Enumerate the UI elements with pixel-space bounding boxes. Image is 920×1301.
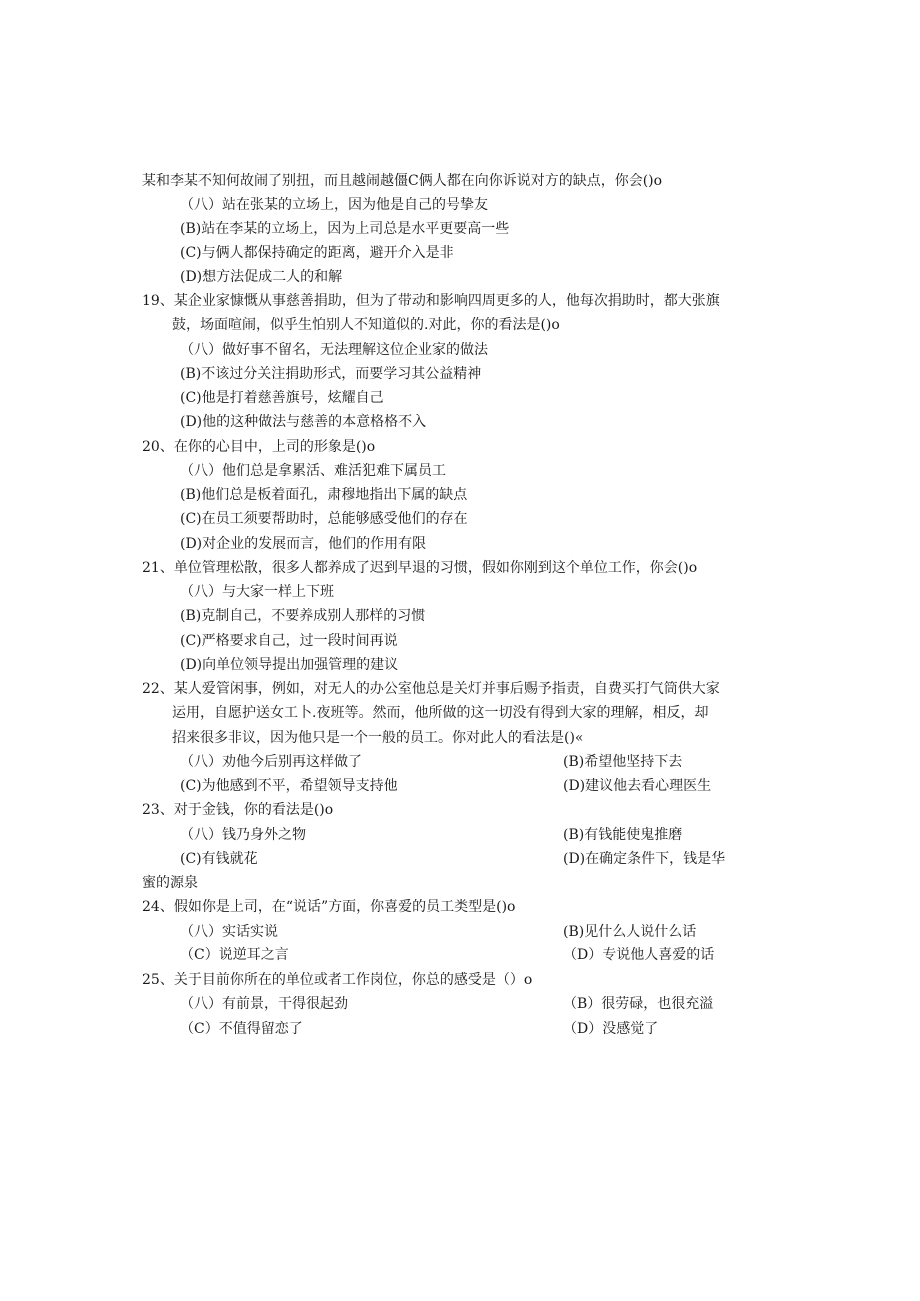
option-d: (D)在确定条件下，钱是华 [563, 851, 726, 867]
question-19-stem: 19、某企业家慷慨从事慈善捐助，但为了带动和影响四周更多的人，他每次捐助时，都大张旗 [142, 293, 720, 309]
option-c: (C)严格要求自己，过一段时间再说 [180, 633, 398, 649]
option-d: (D)想方法促成二人的和解 [180, 269, 343, 285]
option-b: (B)希望他坚持下去 [563, 754, 683, 770]
question-19-stem-cont: 鼓，场面喧闹，似乎生怕别人不知道似的.对此，你的看法是()o [172, 317, 560, 333]
option-a: （八）与大家一样上下班 [180, 584, 334, 600]
question-22-stem-cont: 运用，自愿护送女工卜.夜班等。然而，他所做的这一切没有得到大家的理解，相反，却 [172, 705, 709, 721]
option-d: (D)他的这种做法与慈善的本意格格不入 [180, 414, 427, 430]
question-20-stem: 20、在你的心目中，上司的形象是()o [142, 439, 376, 455]
option-c: （C）不值得留恋了 [180, 1021, 303, 1037]
option-b: (B)他们总是板着面孔，肃穆地指出下属的缺点 [180, 487, 468, 503]
option-a: （八）实话实说 [180, 924, 278, 940]
option-b: (B)克制自己，不要养成别人那样的习惯 [180, 608, 426, 624]
option-b: (B)站在李某的立场上，因为上司总是水平更要高一些 [180, 221, 510, 237]
option-b: (B)不该过分关注捐助形式，而要学习其公益精神 [180, 366, 482, 382]
question-22-stem: 22、某人爱管闲事，例如，对无人的办公室他总是关灯并事后赐予指责，自费买打气筒供大家 [142, 681, 720, 697]
option-d: (D)建议他去看心理医生 [563, 778, 712, 794]
option-b: (B)见什么人说什么话 [563, 924, 697, 940]
option-c: (C)他是打着慈善旗号，炫耀自己 [180, 390, 384, 406]
option-a: （八）做好事不留名，无法理解这位企业家的做法 [180, 342, 488, 358]
question-22-stem-cont: 招来很多非议，因为他只是一个一般的员工。你对此人的看法是()« [172, 730, 584, 746]
option-b: (B)有钱能使鬼推磨 [563, 827, 683, 843]
question-24-stem: 24、假如你是上司，在“说话”方面，你喜爱的员工类型是()o [142, 899, 516, 915]
question-intro-stem: 某和李某不知何故闹了别扭，而且越闹越僵C俩人都在向你诉说对方的缺点，你会()o [142, 173, 663, 189]
option-c: (C)与俩人都保持确定的距离，避开介入是非 [180, 245, 454, 261]
option-d: (D)对企业的发展而言，他们的作用有限 [180, 536, 427, 552]
option-d-cont: 蜜的源泉 [142, 875, 198, 891]
question-21-stem: 21、单位管理松散，很多人都养成了迟到早退的习惯，假如你刚到这个单位工作，你会()o [142, 560, 698, 576]
option-a: （八）站在张某的立场上，因为他是自己的号挚友 [180, 197, 488, 213]
question-25-stem: 25、关于目前你所在的单位或者工作岗位，你总的感受是（）o [142, 972, 533, 988]
option-c: (C)在员工须要帮助时，总能够感受他们的存在 [180, 511, 468, 527]
option-a: （八）有前景，干得很起劲 [180, 996, 348, 1012]
option-d: (D)向单位领导提出加强管理的建议 [180, 657, 399, 673]
option-a: （八）钱乃身外之物 [180, 827, 306, 843]
option-a: （八）他们总是拿累活、难活犯难下属员工 [180, 463, 446, 479]
option-c: （C）说逆耳之言 [180, 947, 289, 963]
option-d: （D）专说他人喜爱的话 [563, 947, 715, 963]
option-c: (C)有钱就花 [180, 851, 258, 867]
option-c: (C)为他感到不平，希望领导支持他 [180, 778, 398, 794]
option-a: （八）劝他今后别再这样做了 [180, 754, 362, 770]
option-b: （B）很劳碌，也很充溢 [563, 996, 714, 1012]
option-d: （D）没感觉了 [563, 1021, 659, 1037]
question-23-stem: 23、对于金钱，你的看法是()o [142, 802, 334, 818]
